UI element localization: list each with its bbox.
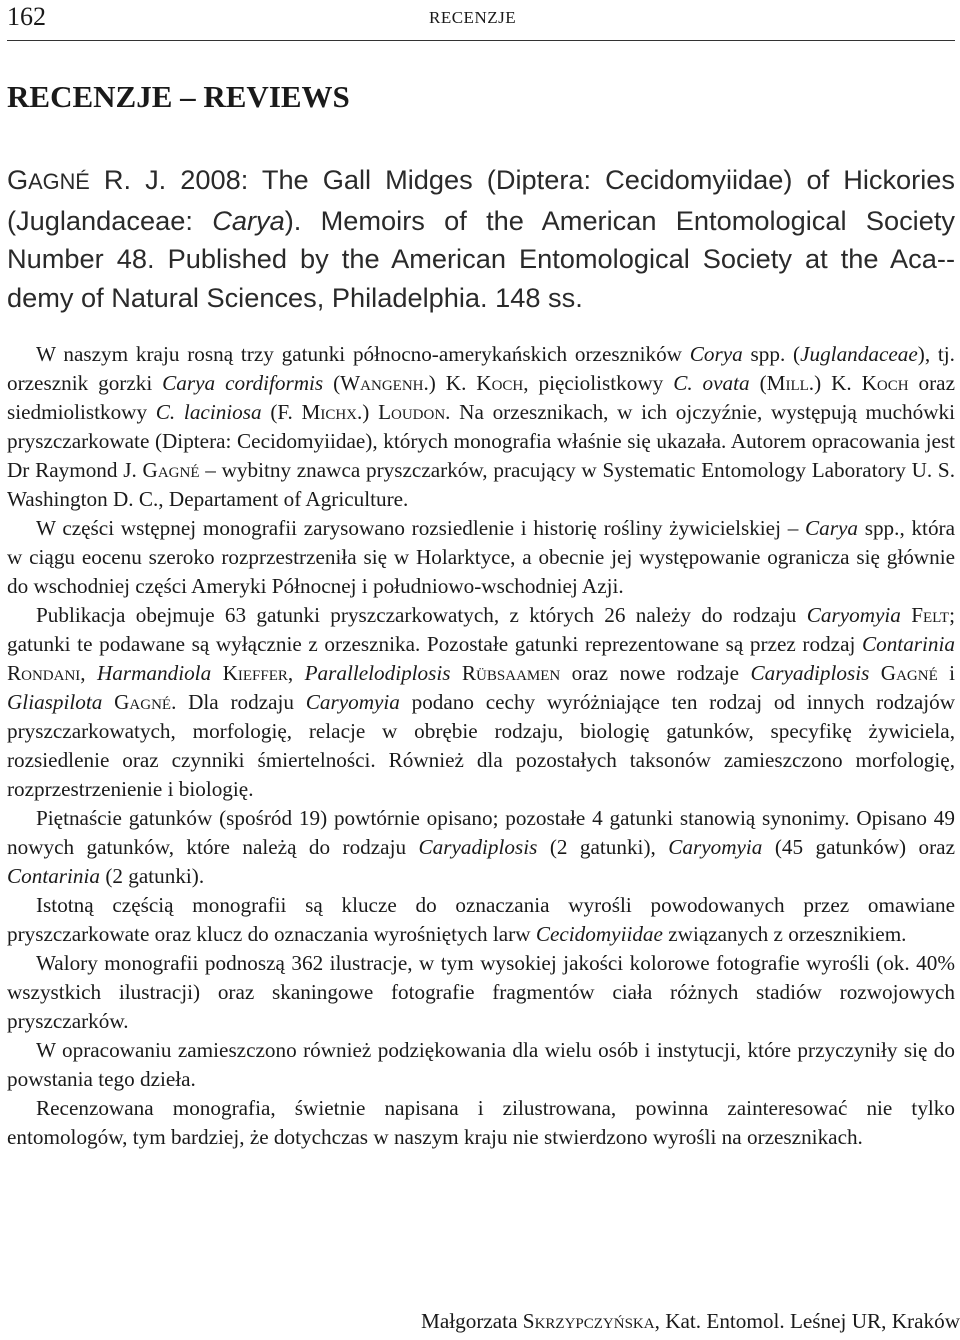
- authority-name: Felt: [911, 603, 950, 627]
- paragraph-1: [7, 340, 955, 514]
- authority-name: Gagné: [114, 690, 172, 714]
- italic-taxon: Caryadiplosis: [750, 661, 870, 685]
- section-title: RECENZJE – REVIEWS: [7, 79, 350, 114]
- text: [211, 661, 222, 685]
- text: ,: [287, 661, 305, 685]
- authority-name: Rondani: [7, 661, 81, 685]
- text: (: [749, 371, 767, 395]
- text: [901, 603, 911, 627]
- authority-name: Gagné: [880, 661, 938, 685]
- text: ) K.: [814, 371, 862, 395]
- authority-name: Rübsaamen: [461, 661, 561, 685]
- authority-name: Koch: [476, 371, 524, 395]
- citation-author-initial: G: [7, 164, 29, 195]
- reviewer-signature: [421, 1307, 960, 1336]
- text: Recenzowana monografia, świetnie napisana i zilustrowana, powinna zainteresować nie tylko entomologów, tym bardziej, że dotychczas w naszym kraju nie stwierdzono wyrośli na orzesznikach.: [7, 1096, 955, 1149]
- text: i: [937, 661, 956, 685]
- text: – wybitny znawca pryszczarków, pracujący w Systematic Entomology Laboratory U. S. Washington D. C., Departament of Agriculture.: [7, 458, 955, 511]
- text: oraz siedmiolistkowy: [7, 371, 955, 424]
- reviewer-first-name: Małgorzata: [421, 1309, 523, 1333]
- italic-taxon: Caryomyia: [305, 690, 400, 714]
- italic-taxon: Carya cordiformis: [162, 371, 324, 395]
- italic-taxon: Cecidomyiidae: [535, 922, 663, 946]
- authority-name: Loudon: [378, 400, 446, 424]
- italic-taxon: Caryadiplosis: [418, 835, 538, 859]
- text: spp., która w ciągu eocenu szeroko rozprzestrzeniła się w Holarktyce, a obecnie jej występowanie ogranicza się głównie do wschodniej części Ameryki Północnej i południowo-wschodniej Azji.: [7, 516, 955, 598]
- italic-taxon: C. ovata: [673, 371, 750, 395]
- italic-taxon: Harmandiola: [96, 661, 212, 685]
- paragraph-3: [7, 601, 955, 804]
- text: . Na orzesznikach, w ich ojczyźnie, występują muchówki pryszczarkowate (Diptera: Cecidomyiidae), których monografia właśnie się ukazała. Autorem opracowania jest Dr Raymond J.: [7, 400, 956, 482]
- text: związanych z orzesznikiem.: [662, 922, 907, 946]
- italic-taxon: Carya: [805, 516, 858, 540]
- paragraph-4: [7, 804, 955, 891]
- text: [869, 661, 880, 685]
- italic-taxon: Contarinia: [861, 632, 955, 656]
- italic-taxon: Caryomyia: [806, 603, 901, 627]
- text: oraz nowe rodzaje: [560, 661, 751, 685]
- citation-genus: Carya: [212, 204, 285, 236]
- citation-rest: ). Memoirs of the American Entomological Society Number 48. Published by the American Entomological Society at the Aca-demy of Natural Sciences, Philadelphia. 148 ss.: [7, 204, 955, 313]
- reviewer-affiliation: , Kat. Entomol. Leśnej UR, Kraków: [654, 1309, 960, 1333]
- paragraph-7: [7, 1036, 955, 1094]
- italic-taxon: Caryomyia: [668, 835, 763, 859]
- authority-name: Wangenh.: [340, 371, 429, 395]
- italic-taxon: Corya: [689, 342, 743, 366]
- text: (2 gatunki).: [100, 864, 205, 888]
- text: (F.: [261, 400, 302, 424]
- text: podano cechy wyróżniające ten rodzaj od innych rodzajów pryszczarkowatych, morfologię, relacje w obrębie rodzaju, biologię gatunków, specyfikę żywiciela, rozsiedlenie oraz czynniki śmiertelności. Również dla pozostałych taksonów zamieszczono morfologię, rozprzestrzenienie i biologię.: [7, 690, 956, 801]
- italic-taxon: C. laciniosa: [155, 400, 262, 424]
- text: [451, 661, 462, 685]
- authority-name: Gagné: [142, 458, 200, 482]
- text: (45 gatunków) oraz: [762, 835, 955, 859]
- text: Publikacja obejmuje 63 gatunki pryszczarkowatych, z których 26 należy do rodzaju: [36, 603, 807, 627]
- authority-name: Mill.: [766, 371, 815, 395]
- citation-author-rest: AGNÉ: [28, 169, 90, 194]
- text: Piętnaście gatunków (spośród 19) powtórnie opisano; pozostałe 4 gatunki stanowią synonimy. Opisano 49 nowych gatunków, które należą do rodzaju: [7, 806, 955, 859]
- running-head: [7, 0, 955, 41]
- text: Istotną częścią monografii są klucze do oznaczania wyrośli powodowanych przez omawiane pryszczarkowate oraz klucz do oznaczania wyrośniętych larw: [7, 893, 955, 946]
- text: W opracowaniu zamieszczono również podziękowania dla wielu osób i instytucji, które przyczyniły się do powstania tego dzieła.: [7, 1038, 955, 1091]
- text: spp. (: [742, 342, 801, 366]
- text: , pięciolistkowy: [523, 371, 674, 395]
- text: . Dla rodzaju: [171, 690, 306, 714]
- paragraph-6: [7, 949, 955, 1036]
- italic-taxon: Parallelodiplosis: [304, 661, 451, 685]
- text: W naszym kraju rosną trzy gatunki północno-amerykańskich orzeszników: [36, 342, 690, 366]
- text: ; gatunki te podawane są wyłącznie z orzesznika. Pozostałe gatunki reprezentowane są przez rodzaj: [7, 603, 955, 656]
- running-title: RECENZJE: [429, 8, 517, 27]
- authority-name: Kieffer: [222, 661, 288, 685]
- page: [7, 0, 955, 1152]
- review-body: [7, 340, 955, 1152]
- text: (2 gatunki),: [537, 835, 669, 859]
- paragraph-2: [7, 514, 955, 601]
- text: Walory monografii podnoszą 362 ilustracje, w tym wysokiej jakości kolorowe fotografie wyrośli (ok. 40% wszystkich ilustracji) oraz skaningowe fotografie fragmentów ciała różnych stadiów rozwojowych pryszczarków.: [7, 951, 955, 1033]
- text: ), tj. orzesznik gorzki: [7, 342, 955, 395]
- text: (: [323, 371, 341, 395]
- citation-details: R. J. 2008: The Gall Midges (Diptera: Cecidomyiidae) of Hickories (Juglandaceae:: [7, 164, 955, 236]
- book-citation: [7, 161, 955, 317]
- page-number: 162: [7, 2, 46, 31]
- text: [102, 690, 114, 714]
- paragraph-5: [7, 891, 955, 949]
- text: ) K.: [428, 371, 477, 395]
- text: ): [362, 400, 379, 424]
- authority-name: Michx.: [301, 400, 363, 424]
- text: W części wstępnej monografii zarysowano rozsiedlenie i historię rośliny żywicielskiej –: [36, 516, 806, 540]
- reviewer-surname: Skrzypczyńska: [522, 1309, 655, 1333]
- italic-taxon: Contarinia: [7, 864, 101, 888]
- authority-name: Koch: [861, 371, 909, 395]
- text: ,: [80, 661, 97, 685]
- italic-taxon: Juglandaceae: [800, 342, 918, 366]
- paragraph-8: [7, 1094, 955, 1152]
- italic-taxon: Gliaspilota: [7, 690, 103, 714]
